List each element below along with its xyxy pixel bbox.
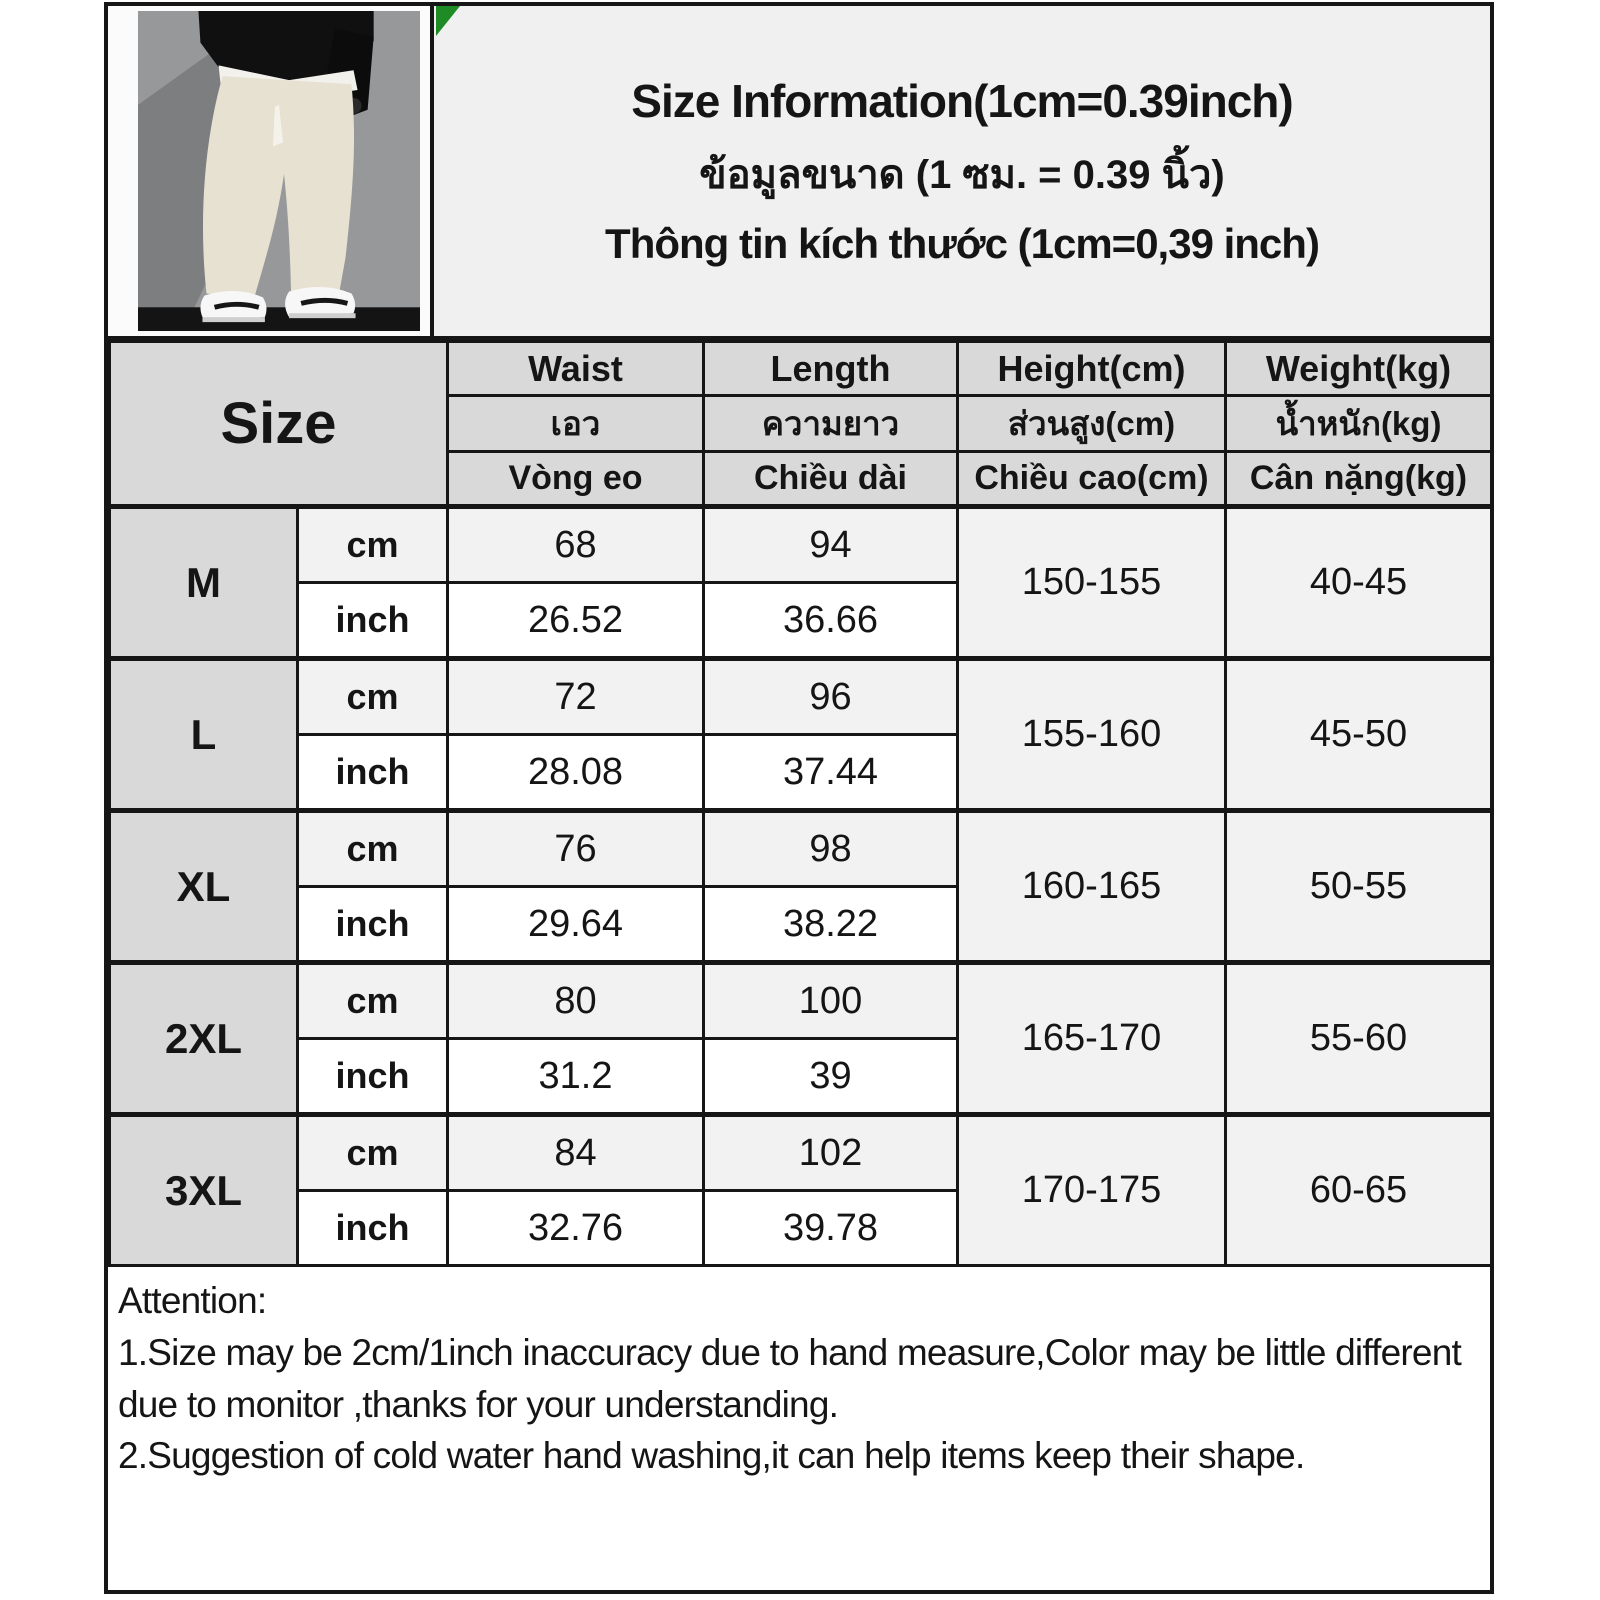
l-length-cm: 96 [704,659,958,735]
l-height-range: 155-160 [958,659,1226,811]
size-xl-label: XL [110,811,298,963]
l-length-inch: 37.44 [704,735,958,811]
attention-heading: Attention: [118,1280,267,1321]
green-corner-flag-icon [436,6,460,36]
xl-weight-range: 50-55 [1226,811,1492,963]
xl-waist-inch: 29.64 [448,887,704,963]
header-waist-th: เอว [448,396,704,452]
m-waist-inch: 26.52 [448,583,704,659]
size-m-label: M [110,507,298,659]
header-waist-vi: Vòng eo [448,452,704,507]
attention-section [108,1267,1490,1590]
2xl-length-inch: 39 [704,1039,958,1115]
unit-inch-label: inch [298,1039,448,1115]
m-height-range: 150-155 [958,507,1226,659]
m-length-inch: 36.66 [704,583,958,659]
header-height-vi: Chiều cao(cm) [958,452,1226,507]
product-photo [138,11,420,331]
unit-inch-label: inch [298,887,448,963]
attention-note-1: 1.Size may be 2cm/1inch inaccuracy due to hand measure,Color may be little different due to monitor ,thanks for your understanding. [118,1331,1461,1425]
unit-cm-label: cm [298,811,448,887]
header-weight-en: Weight(kg) [1226,342,1492,396]
3xl-length-inch: 39.78 [704,1191,958,1266]
xl-height-range: 160-165 [958,811,1226,963]
attention-note-2: 2.Suggestion of cold water hand washing,it can help items keep their shape. [118,1435,1305,1477]
unit-inch-label: inch [298,1191,448,1266]
size-header: Size [110,342,448,507]
top-section [108,6,1490,340]
2xl-height-range: 165-170 [958,963,1226,1115]
header-length-en: Length [704,342,958,396]
unit-cm-label: cm [298,963,448,1039]
size-3xl-label: 3XL [110,1115,298,1266]
unit-cm-label: cm [298,1115,448,1191]
3xl-height-range: 170-175 [958,1115,1226,1266]
3xl-length-cm: 102 [704,1115,958,1191]
2xl-waist-inch: 31.2 [448,1039,704,1115]
header-height-en: Height(cm) [958,342,1226,396]
m-waist-cm: 68 [448,507,704,583]
l-waist-cm: 72 [448,659,704,735]
title-english: Size Information(1cm=0.39inch) [631,75,1293,127]
2xl-weight-range: 55-60 [1226,963,1492,1115]
title-vietnamese: Thông tin kích thước (1cm=0,39 inch) [605,220,1319,267]
3xl-waist-cm: 84 [448,1115,704,1191]
l-weight-range: 45-50 [1226,659,1492,811]
m-weight-range: 40-45 [1226,507,1492,659]
header-length-vi: Chiều dài [704,452,958,507]
3xl-waist-inch: 32.76 [448,1191,704,1266]
l-waist-inch: 28.08 [448,735,704,811]
xl-length-cm: 98 [704,811,958,887]
title-thai: ข้อมูลขนาด (1 ซม. = 0.39 นิ้ว) [699,153,1225,197]
size-l-label: L [110,659,298,811]
unit-cm-label: cm [298,659,448,735]
3xl-weight-range: 60-65 [1226,1115,1492,1266]
unit-inch-label: inch [298,583,448,659]
xl-waist-cm: 76 [448,811,704,887]
header-weight-th: น้ำหนัก(kg) [1226,396,1492,452]
size-chart-sheet [104,2,1494,1594]
2xl-waist-cm: 80 [448,963,704,1039]
unit-cm-label: cm [298,507,448,583]
header-waist-en: Waist [448,342,704,396]
size-2xl-label: 2XL [110,963,298,1115]
header-height-th: ส่วนสูง(cm) [958,396,1226,452]
unit-inch-label: inch [298,735,448,811]
m-length-cm: 94 [704,507,958,583]
title-cell [434,6,1490,336]
header-length-th: ความยาว [704,396,958,452]
2xl-length-cm: 100 [704,963,958,1039]
product-photo-cell [108,6,434,336]
size-table [108,340,1493,1267]
xl-length-inch: 38.22 [704,887,958,963]
header-weight-vi: Cân nặng(kg) [1226,452,1492,507]
